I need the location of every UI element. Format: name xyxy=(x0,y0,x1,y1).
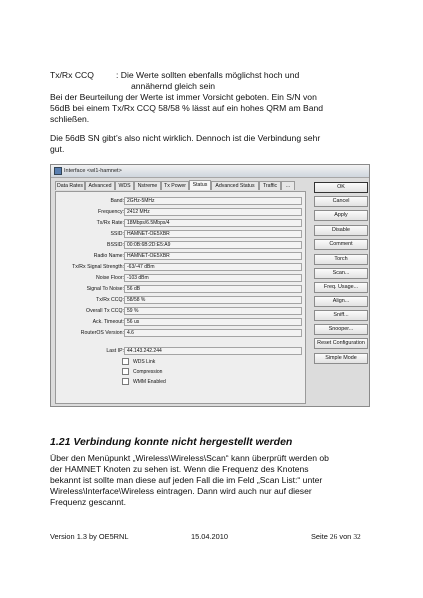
label-tx-rx-rate: Tx/Rx Rate: xyxy=(96,220,124,226)
label-tx-rx-ccq: Tx/Rx CCQ: xyxy=(96,297,124,303)
footer-page-info xyxy=(311,531,361,542)
checkbox-label: WDS Link xyxy=(133,359,156,365)
align-button[interactable]: Align... xyxy=(314,296,368,307)
checkbox-wmm-enabled[interactable] xyxy=(122,378,166,386)
disable-button[interactable]: Disable xyxy=(314,225,368,236)
tab-advanced-status[interactable]: Advanced Status xyxy=(211,181,259,190)
checkbox-compression[interactable] xyxy=(122,368,162,376)
section-line-3: bekannt ist sollte man diese auf jeden Fall die im Feld „Scan List:“ unter xyxy=(50,475,323,485)
tab-traffic[interactable]: Traffic xyxy=(259,181,281,190)
window-titlebar xyxy=(51,165,369,178)
field-signal-to-noise: 56 dB xyxy=(124,285,302,293)
torch-button[interactable]: Torch xyxy=(314,254,368,265)
checkbox-label: Compression xyxy=(133,369,163,375)
ok-button[interactable]: OK xyxy=(314,182,368,193)
simple-mode-button[interactable]: Simple Mode xyxy=(314,353,368,364)
intro-line-7: gut. xyxy=(50,144,65,154)
footer-version: Version 1.3 by OE5RNL xyxy=(50,532,129,541)
field-signal-strength: -63/-47 dBm xyxy=(124,263,302,271)
status-panel xyxy=(55,191,306,404)
apply-button[interactable]: Apply xyxy=(314,210,368,221)
tab-data-rates[interactable]: Data Rates xyxy=(55,181,85,190)
label-bssid: BSSID: xyxy=(106,242,124,248)
checkbox-box[interactable] xyxy=(122,368,129,375)
field-bssid: 00:0B:6B:2D:E5:A9 xyxy=(124,241,302,249)
label-ack-timeout: Ack. Timeout: xyxy=(92,319,124,325)
label-signal-strength: Tx/Rx Signal Strength: xyxy=(72,264,124,270)
tab-status[interactable]: Status xyxy=(189,180,211,190)
intro-line-3: Bei der Beurteilung der Werte ist immer Vorsicht geboten. Ein S/N von xyxy=(50,92,317,102)
intro-line-1: : Die Werte sollten ebenfalls möglichst hoch und xyxy=(116,70,300,80)
field-ssid: HAMNET-OE5XBR xyxy=(124,230,302,238)
field-overall-tx-ccq: 59 % xyxy=(124,307,302,315)
section-heading: 1.21 Verbindung konnte nicht hergestellt werden xyxy=(50,436,293,448)
window-title: Interface <wl1-hamnet> xyxy=(64,168,122,174)
section-line-4: Wireless\Interface\Wireless eintragen. Dann wird auch nur auf dieser xyxy=(50,486,312,496)
freq-usage-button[interactable]: Freq. Usage... xyxy=(314,282,368,293)
snooper-button[interactable]: Snooper... xyxy=(314,324,368,335)
scan-button[interactable]: Scan... xyxy=(314,268,368,279)
checkbox-wds-link[interactable] xyxy=(122,358,155,366)
label-frequency: Frequency: xyxy=(98,209,124,215)
checkbox-label: WMM Enabled xyxy=(133,379,166,385)
field-band: 2GHz-5MHz xyxy=(124,197,302,205)
field-routeros-version: 4.6 xyxy=(124,329,302,337)
field-tx-rx-ccq: 58/58 % xyxy=(124,296,302,304)
checkbox-box[interactable] xyxy=(122,358,129,365)
label-noise-floor: Noise Floor: xyxy=(96,275,124,281)
label-routeros-version: RouterOS Version: xyxy=(80,330,124,336)
field-last-ip: 44.143.242.244 xyxy=(124,347,302,355)
reset-configuration-button[interactable]: Reset Configuration xyxy=(314,338,368,349)
window-icon xyxy=(54,167,62,175)
tab-wds[interactable]: WDS xyxy=(115,181,134,190)
label-last-ip: Last IP: xyxy=(106,348,124,354)
section-line-1: Über den Menüpunkt „Wireless\Wireless\Scan“ kann überprüft werden ob xyxy=(50,453,329,463)
field-ack-timeout: 56 us xyxy=(124,318,302,326)
label-radio-name: Radio Name: xyxy=(93,253,124,259)
label-overall-tx-ccq: Overall Tx CCQ: xyxy=(86,308,124,314)
label-band: Band: xyxy=(110,198,124,204)
field-noise-floor: -103 dBm xyxy=(124,274,302,282)
footer-page: 26 xyxy=(329,532,338,541)
field-radio-name: HAMNET-OE5XBR xyxy=(124,252,302,260)
field-tx-rx-rate: 18Mbps/6.5Mbps/4 xyxy=(124,219,302,227)
footer-date: 15.04.2010 xyxy=(191,532,228,541)
intro-line-6: Die 56dB SN gibt’s also nicht wirklich. Dennoch ist die Verbindung sehr xyxy=(50,133,321,143)
comment-button[interactable]: Comment xyxy=(314,239,368,250)
tab-advanced[interactable]: Advanced xyxy=(85,181,115,190)
tab-more[interactable]: ... xyxy=(281,181,295,190)
footer-total: 32 xyxy=(353,532,361,541)
footer-von: von xyxy=(339,532,352,541)
label-signal-to-noise: Signal To Noise: xyxy=(86,286,124,292)
section-line-2: der HAMNET Knoten zu sehen ist. Wenn die Frequenz des Knotens xyxy=(50,464,309,474)
intro-line-5: schließen. xyxy=(50,114,90,124)
tab-tx-power[interactable]: Tx Power xyxy=(161,181,189,190)
label-ssid: SSID: xyxy=(110,231,124,237)
footer-seite: Seite xyxy=(311,532,328,541)
tab-nstreme[interactable]: Nstreme xyxy=(134,181,161,190)
intro-line-4: 56dB bei einem Tx/Rx CCQ 58/58 % lässt auf ein hohes QRM am Band xyxy=(50,103,324,113)
sniff-button[interactable]: Sniff... xyxy=(314,310,368,321)
section-line-5: Frequenz gescannt. xyxy=(50,497,126,507)
interface-window xyxy=(50,164,370,407)
intro-key: Tx/Rx CCQ xyxy=(50,70,94,80)
cancel-button[interactable]: Cancel xyxy=(314,196,368,207)
checkbox-box[interactable] xyxy=(122,378,129,385)
field-frequency: 2412 MHz xyxy=(124,208,302,216)
intro-line-2: annähernd gleich sein xyxy=(131,81,216,91)
